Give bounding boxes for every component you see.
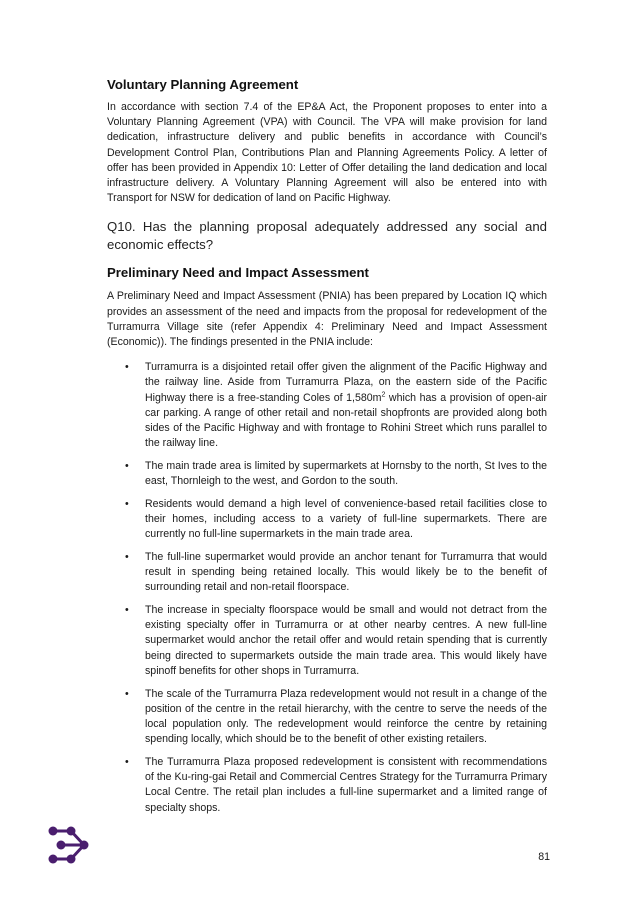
pnia-heading: Preliminary Need and Impact Assessment [107,265,369,281]
bullet-icon: • [125,604,129,617]
vpa-section [107,76,547,206]
list-item-text: The scale of the Turramurra Plaza redevelopment would not result in a change of the position of the centre in the retail hierarchy, with the centre to serve the needs of the local population only. The redevelopment would reinforce the centre by retaining spending locally, which should be to the benefit of other existing retailers. [145,687,547,746]
list-item-text: The full-line supermarket would provide an anchor tenant for Turramurra that would result in spending being retained locally. This would likely be to the benefit of surrounding retail and non-retail floorspace. [145,550,547,594]
list-item [107,687,547,748]
bullet-icon: • [125,687,129,700]
list-item-text: The main trade area is limited by supermarkets at Hornsby to the north, St Ives to the east, Thornleigh to the west, and Gordon to the south. [145,459,547,488]
pnia-intro: A Preliminary Need and Impact Assessment (PNIA) has been prepared by Location IQ which provides an assessment of the need and impacts from the proposal for redevelopment of the Turramurra Village site (refer Appendix 4: Preliminary Need and Impact Assessment (Economic)). The findings presented in the PNIA include: [107,290,547,349]
list-item [107,550,547,596]
page-content [107,76,547,823]
chain-link-logo-icon [47,826,91,864]
list-item-text: The Turramurra Plaza proposed redevelopment is consistent with recommendations of the Ku-ring-gai Retail and Commercial Centres Strategy for the Turramurra Primary Local Centre. The retail plan includes a full-line supermarket and a limited range of specialty shops. [145,755,547,814]
bullet-icon: • [125,497,129,510]
vpa-heading: Voluntary Planning Agreement [107,77,299,92]
list-item-text: The increase in specialty floorspace would be small and would not detract from the existing specialty offer in Turramurra or at other nearby centres. A new full-line supermarket would anchor the retail offer and would retain spending that is currently being directed to supermarkets outside the main trade area. This would likely have spinoff benefits for other shops in Turramurra. [145,604,547,677]
list-item-text: Turramurra is a disjointed retail offer given the alignment of the Pacific Highway and the railway line. Aside from Turramurra Plaza, on the eastern side of the Pacific Highway there is a free-standing Coles of $1,580m^2$ which has a provision of open-air car parking. A range of other retail and non-retail shopfronts are provided along both sides of the Pacific Highway and with frontage to Rohini Street which runs parallel to the railway line. [145,361,547,450]
bullet-icon: • [125,755,129,768]
list-item [107,360,547,451]
findings-list [107,360,547,815]
list-item [107,497,547,543]
superscript: 2 [381,391,386,399]
bullet-icon: • [125,459,129,472]
page-number: 81 [538,851,550,863]
bullet-icon: • [125,550,129,563]
bullet-icon: • [125,361,129,374]
question-heading: Q10. Has the planning proposal adequately addressed any social and economic effects? [107,219,547,252]
list-item [107,459,547,489]
list-item-text: Residents would demand a high level of convenience-based retail facilities close to their homes, including access to a variety of full-line supermarkets. There are currently no full-line supermarkets in the main trade area. [145,497,547,541]
vpa-body: In accordance with section 7.4 of the EP&A Act, the Proponent proposes to enter into a Voluntary Planning Agreement (VPA) with Council. The VPA will make provision for land dedication, infrastructure delivery and public benefits in accordance with Council’s Development Control Plan, Contributions Plan and Planning Agreements Policy. A letter of offer has been provided in Appendix 10: Letter of Offer detailing the land dedication and local infrastructure delivery. A Voluntary Planning Agreement will also be entered into with Transport for NSW for dedication of land on Pacific Highway. [107,101,547,205]
list-item [107,755,547,816]
list-item [107,603,547,679]
pnia-section [107,264,547,815]
